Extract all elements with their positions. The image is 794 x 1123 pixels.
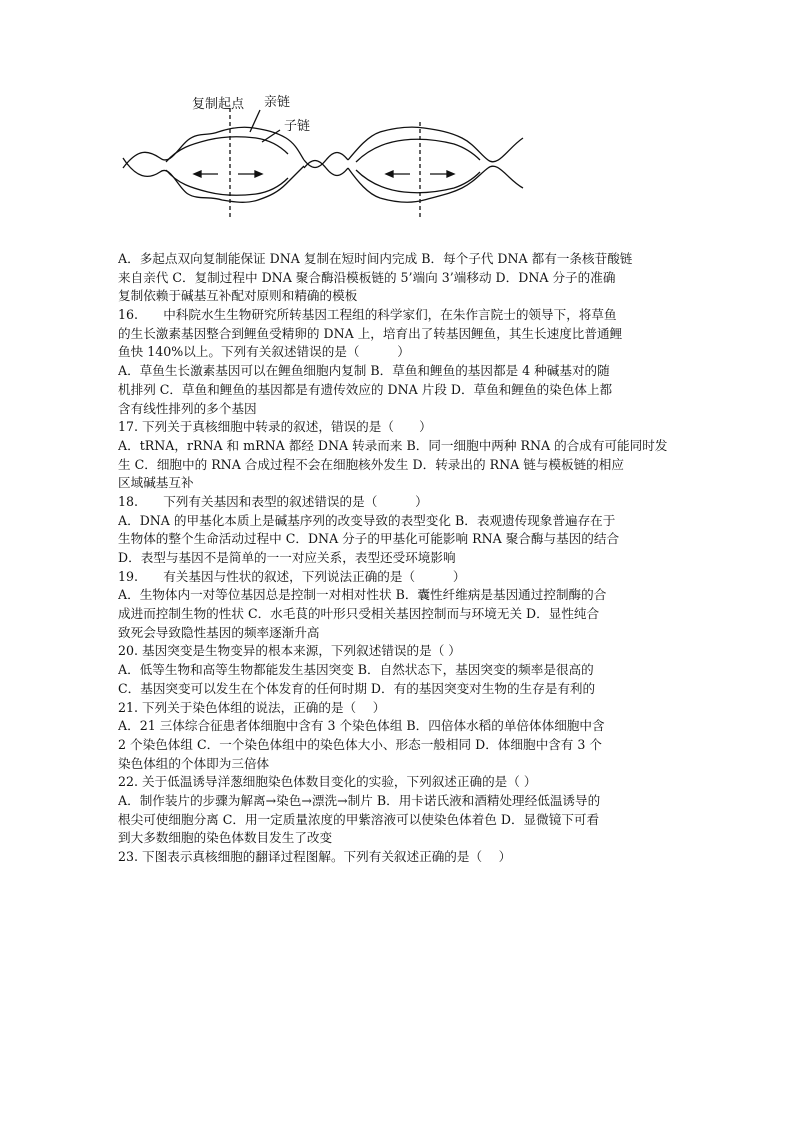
text-line: 区域碱基互补	[118, 475, 194, 491]
arrowhead-right-1	[255, 171, 262, 177]
text-line: 来自亲代 C．复制过程中 DNA 聚合酶沿模板链的 5’端向 3’端移动 D．DNA 分子的准确	[118, 269, 616, 285]
text-line: 致死会导致隐性基因的频率逐渐升高	[118, 624, 320, 640]
dna-replication-svg	[118, 88, 538, 228]
text-line: A．21 三体综合征患者体细胞中含有 3 个染色体组 B．四倍体水稻的单倍体体细胞中含	[118, 718, 605, 734]
text-line: A．DNA 的甲基化本质上是碱基序列的改变导致的表型变化 B．表观遗传现象普遍存在于	[118, 512, 616, 528]
text-line: A．生物体内一对等位基因总是控制一对相对性状 B．囊性纤维病是基因通过控制酶的合	[118, 587, 607, 603]
text-line: 染色体组的个体即为三倍体	[118, 755, 270, 771]
daughter-left-top	[166, 137, 288, 162]
text-line: A．草鱼生长激素基因可以在鲤鱼细胞内复制 B．草鱼和鲤鱼的基因都是 4 种碱基对的随	[118, 363, 610, 379]
text-line: C．基因突变可以发生在个体发育的任何时期 D．有的基因突变对生物的生存是有利的	[118, 680, 596, 696]
dna-replication-diagram	[118, 88, 538, 228]
label-origin: 复制起点	[192, 97, 245, 112]
daughter-right-top	[356, 139, 480, 162]
arrowhead-left-2	[386, 171, 393, 177]
arrowhead-right-2	[447, 171, 454, 177]
text-line: A．低等生物和高等生物都能发生基因突变 B．自然状态下，基因突变的频率是很高的	[118, 662, 594, 678]
text-line: A．tRNA，rRNA 和 mRNA 都经 DNA 转录而来 B．同一细胞中两种 RNA 的合成有可能同时发	[118, 437, 668, 453]
text-line: D．表型与基因不是简单的一一对应关系，表型还受环境影响	[118, 550, 456, 565]
text-line: 的生长激素基因整合到鲤鱼受精卵的 DNA 上，培育出了转基因鲤鱼，其生长速度比普通鲤	[118, 325, 623, 341]
text-line: 19. 有关基因与性状的叙述，下列说法正确的是（ ）	[118, 568, 466, 584]
text-line: 21. 下列关于染色体组的说法，正确的是（ ）	[118, 699, 386, 715]
text-line: 2 个染色体组 C．一个染色体组中的染色体大小、形态一般相同 D．体细胞中含有 3 个	[118, 736, 602, 752]
strand-right-b	[348, 166, 523, 202]
helix-middle-b	[304, 161, 348, 176]
text-line: A．制作装片的步骤为解离→染色→漂洗→制片 B．用卡诺氏液和酒精处理经低温诱导的	[118, 792, 601, 808]
text-line: 生 C．细胞中的 RNA 合成过程不会在细胞核外发生 D．转录出的 RNA 链与模板链的相应	[118, 456, 624, 472]
helix-middle-a	[304, 153, 348, 168]
strand-left-a	[123, 127, 304, 168]
question-text	[118, 250, 678, 867]
text-line: 根尖可使细胞分离 C．用一定质量浓度的甲紫溶液可以使染色体着色 D．显微镜下可看	[118, 811, 600, 827]
text-line: 18. 下列有关基因和表型的叙述错误的是（ ）	[118, 493, 428, 509]
text-line: 23. 下图表示真核细胞的翻译过程图解。下列有关叙述正确的是（ ）	[118, 849, 512, 864]
text-line: 含有线性排列的多个基因	[118, 400, 257, 416]
text-line: 到大多数细胞的染色体数目发生了改变	[118, 830, 333, 846]
text-line: 生物体的整个生命活动过程中 C．DNA 分子的甲基化可能影响 RNA 聚合酶与基因的结合	[118, 531, 620, 547]
text-line: 20. 基因突变是生物变异的根本来源，下列叙述错误的是（ ）	[118, 643, 461, 659]
strand-right-a	[348, 127, 523, 162]
strand-left-b	[123, 158, 304, 202]
daughter-right-bottom	[356, 170, 480, 193]
text-line: 复制依赖于碱基互补配对原则和精确的模板	[118, 288, 358, 304]
text-line: A．多起点双向复制能保证 DNA 复制在短时间内完成 B．每个子代 DNA 都有一条核苷酸链	[118, 251, 633, 266]
label-daughter: 子链	[284, 119, 311, 134]
label-parent: 亲链	[264, 95, 291, 110]
text-line: 16. 中科院水生生物研究所转基因工程组的科学家们，在朱作言院士的领导下，将草鱼	[118, 307, 617, 323]
text-line: 机排列 C．草鱼和鲤鱼的基因都是有遗传效应的 DNA 片段 D．草鱼和鲤鱼的染色体上都	[118, 381, 613, 397]
text-line: 鱼快 140%以上。下列有关叙述错误的是（ ）	[118, 344, 410, 360]
text-line: 17. 下列关于真核细胞中转录的叙述，错误的是（ ）	[118, 419, 432, 435]
text-line: 22. 关于低温诱导洋葱细胞染色体数目变化的实验，下列叙述正确的是（ ）	[118, 774, 537, 790]
text-line: 成进而控制生物的性状 C．水毛茛的叶形只受相关基因控制而与环境无关 D．显性纯合	[118, 606, 600, 622]
arrowhead-left-1	[194, 171, 201, 177]
